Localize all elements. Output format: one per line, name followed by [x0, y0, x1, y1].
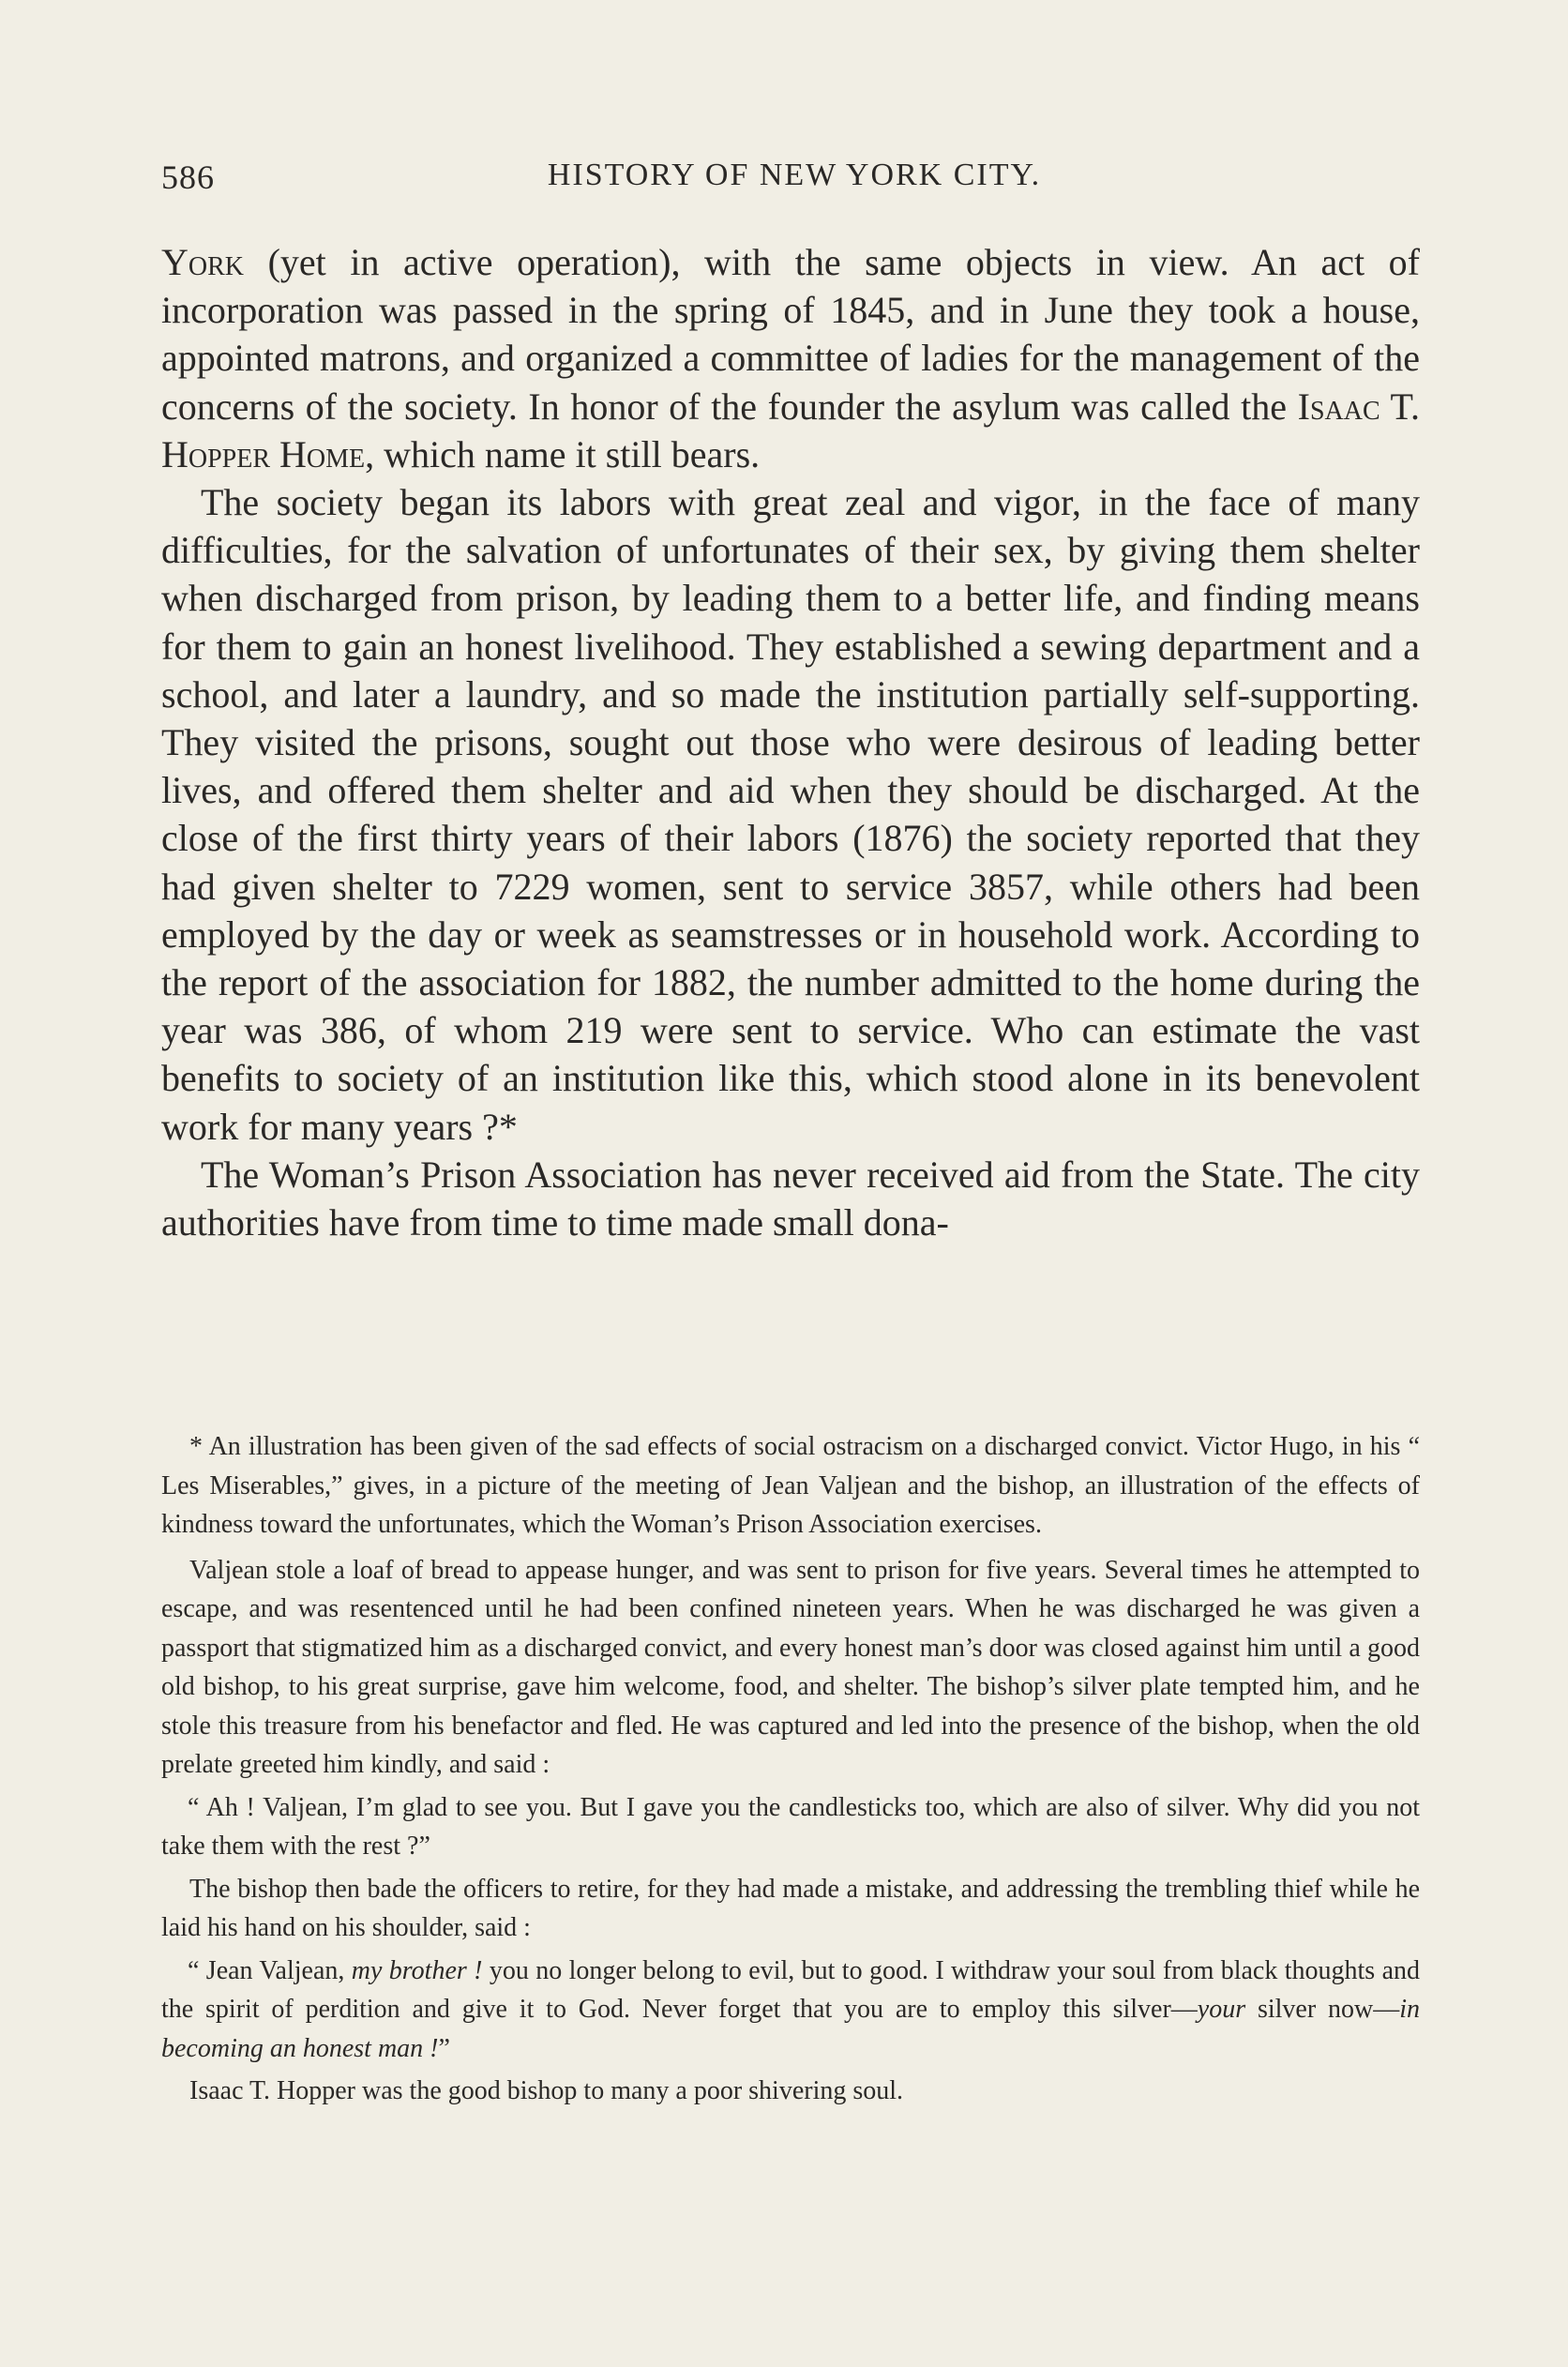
page-number: 586	[161, 158, 215, 196]
footnote-5-italic-your: your	[1197, 1995, 1246, 2024]
paragraph-1	[161, 238, 1420, 478]
small-caps-hopper-home: Hopper Home	[161, 432, 366, 475]
footnote-5-text-c: you no longer belong to evil, but to good. I withdraw your soul from black thoughts and the spirit of perdition and give it to God. Never forget that you are to employ this silver—	[161, 1955, 1421, 2024]
paragraph-2: The society began its labors with great zeal and vigor, in the face of many difficulties, for the salvation of unfortunates of their sex, by giving them shelter when discharged from prison, by leading them to a better life, and finding means for them to gain an honest livelihood. They established a sewing department and a school, and later a laundry, and so made the institution partially self-supporting. They visited the prisons, sought out those who were desirous of leading better lives, and offered them shelter and aid when they should be discharged. At the close of the first thirty years of their labors (1876) the society reported that they had given shelter to 7229 women, sent to service 3857, while others had been employed by the day or week as seamstresses or in household work. According to the report of the association for 1882, the number admitted to the home during the year was 386, of whom 219 were sent to service. Who can estimate the vast benefits to society of an institution like this, which stood alone in its benevolent work for many years ?*	[161, 481, 1420, 1148]
main-text	[161, 238, 1420, 1246]
paragraph-3: The Woman’s Prison Association has never received aid from the State. The city authorities have from time to time made small dona-	[161, 1153, 1420, 1244]
small-caps-york: York	[161, 241, 245, 283]
paragraph-1-text-a: (yet in active operation), with the same objects in view. An act of incorporation was passed in the spring of 1845, and in June they took a house, appointed matrons, and organized a committee of ladies for the management of the concerns of the society. In honor of the founder the asylum was called the	[161, 241, 1420, 428]
footnote-paragraph-4: The bishop then bade the officers to retire, for they had made a mistake, and addressing the trembling thief while he laid his hand on his shoulder, said :	[161, 1874, 1420, 1942]
footnote-paragraph-3: “ Ah ! Valjean, I’m glad to see you. But I gave you the candlesticks too, which are also of silver. Why did you not take them with the rest ?”	[161, 1792, 1420, 1861]
page-header	[161, 158, 1418, 204]
footnote-5-italic-my-brother: my brother !	[351, 1955, 483, 1985]
footnote-paragraph-1: * An illustration has been given of the sad effects of social ostracism on a discharged convict. Victor Hugo, in his “ Les Miserables,” gives, in a picture of the meeting of Jean Valjean and the bishop, an illustration of the effects of kindness toward the unfortunates, which the Woman’s Prison Association exercises.	[161, 1432, 1420, 1539]
footnote-paragraph-2: Valjean stole a loaf of bread to appease hunger, and was sent to prison for five years. Several times he attempted to escape, and was resentenced until he had been confined nineteen years. When he was discharged he was given a passport that stigmatized him as a discharged convict, and every honest man’s door was closed against him until a good old bishop, to his great surprise, gave him welcome, food, and shelter. The bishop’s silver plate tempted him, and he stole this treasure from his benefactor and fled. He was captured and led into the presence of the bishop, when the old prelate greeted him kindly, and said :	[161, 1555, 1420, 1779]
footnote-paragraph-5	[161, 1952, 1420, 2069]
footnote-paragraph-6: Isaac T. Hopper was the good bishop to many a poor shivering soul.	[189, 2076, 904, 2105]
footnote-5-text-g: ”	[438, 2033, 450, 2063]
footnote-5-text-a: “ Jean Valjean,	[188, 1955, 352, 1985]
footnote-5-italic-honest-man: in becoming an honest man !	[161, 1995, 1420, 2063]
footnote-5-text-e: silver now—	[1245, 1995, 1400, 2024]
footnote-block	[161, 1427, 1420, 2111]
small-caps-isaac: Isaac	[1297, 384, 1380, 428]
running-title: HISTORY OF NEW YORK CITY.	[547, 158, 1042, 192]
paragraph-1-text-c: , which name it still bears.	[365, 432, 761, 475]
paragraph-1-text-b: T.	[1380, 384, 1420, 428]
